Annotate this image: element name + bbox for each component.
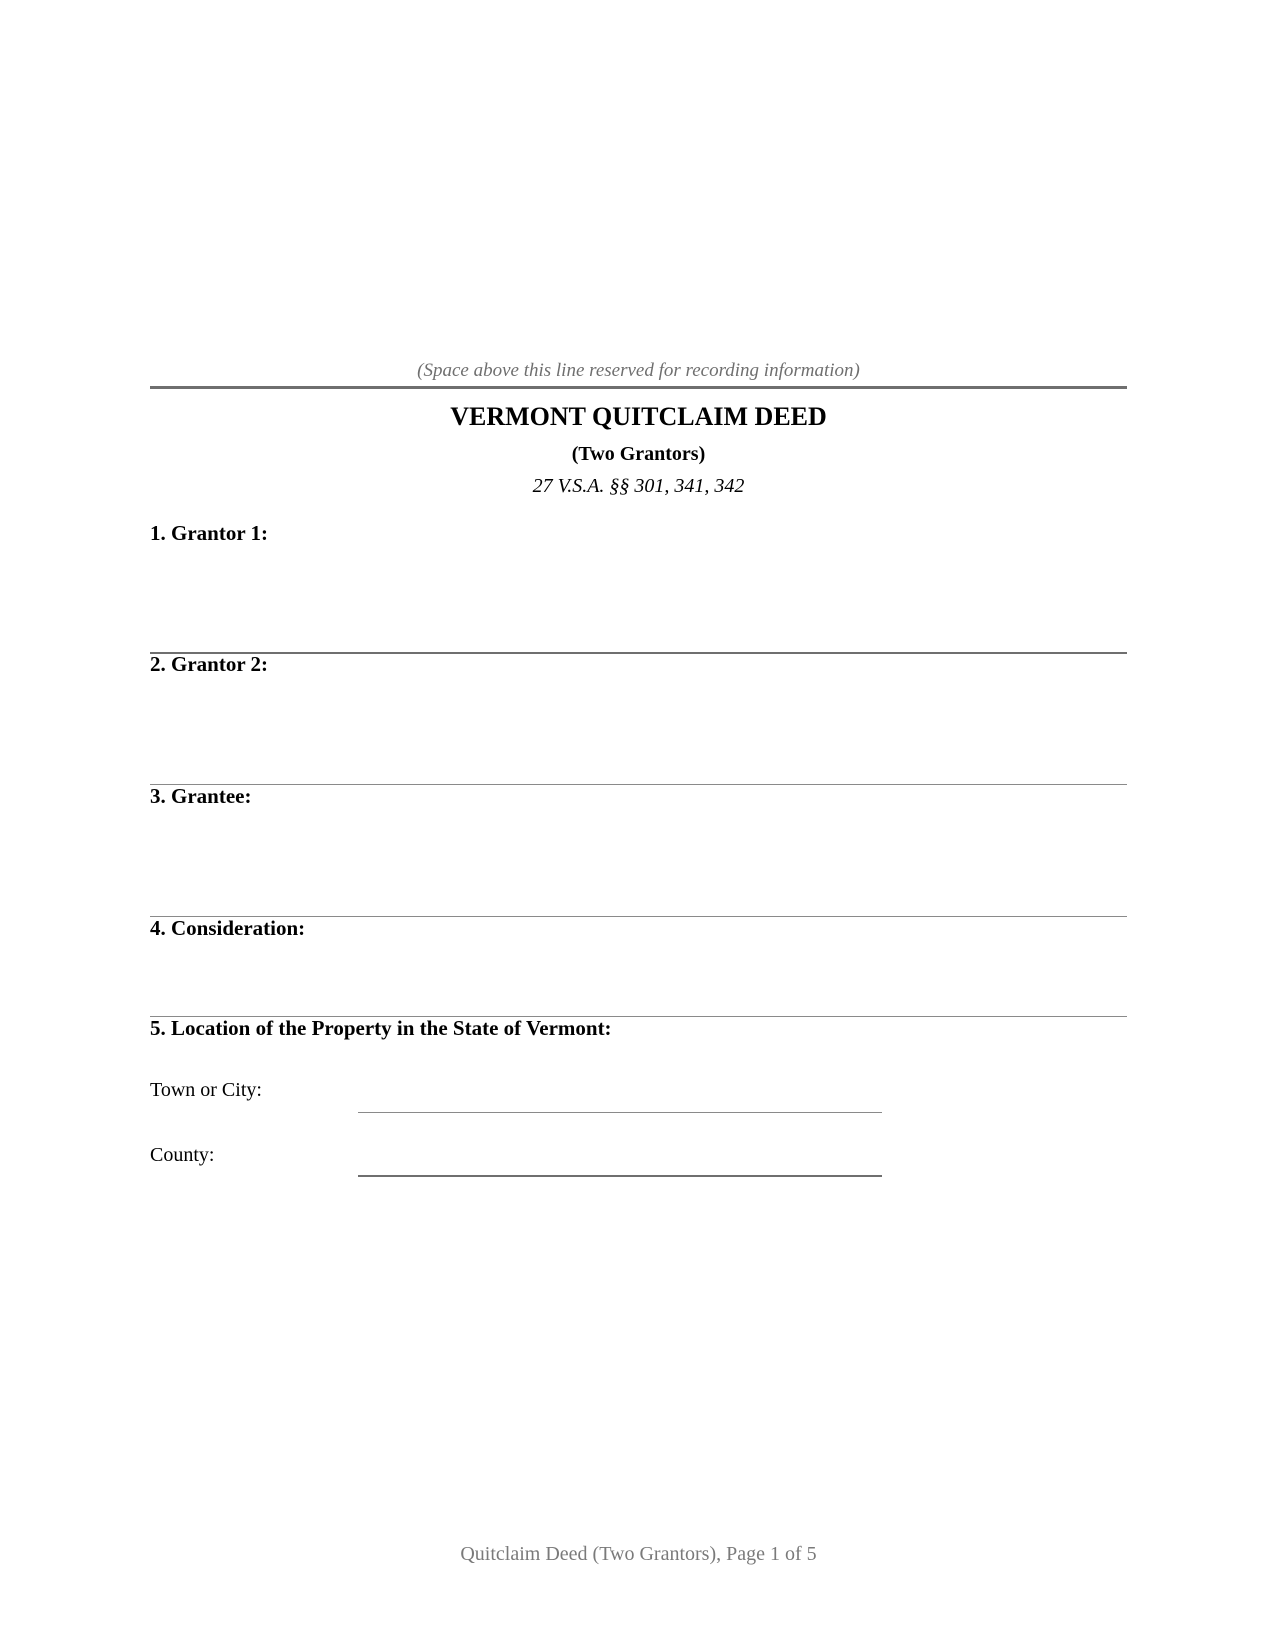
recording-divider-line [150,386,1127,389]
grantor-2-field-line[interactable] [150,784,1127,785]
grantor-1-heading: 1. Grantor 1: [150,521,269,545]
document-subtitle: (Two Grantors) [571,443,706,465]
grantor-1-field-line[interactable] [150,652,1127,654]
town-or-city-label: Town or City: [150,1079,262,1101]
recording-space-note: (Space above this line reserved for recording information) [417,360,860,381]
grantee-heading: 3. Grantee: [150,784,252,808]
document-title: VERMONT QUITCLAIM DEED [450,402,827,431]
county-field[interactable] [358,1175,882,1177]
statute-citation: 27 V.S.A. §§ 301, 341, 342 [532,475,745,497]
page-footer: Quitclaim Deed (Two Grantors), Page 1 of 5 [460,1543,817,1565]
grantor-2-heading: 2. Grantor 2: [150,652,269,676]
county-label: County: [150,1144,215,1166]
property-location-heading: 5. Location of the Property in the State of Vermont: [150,1016,612,1040]
town-or-city-field[interactable] [358,1112,882,1113]
consideration-heading: 4. Consideration: [150,916,306,940]
